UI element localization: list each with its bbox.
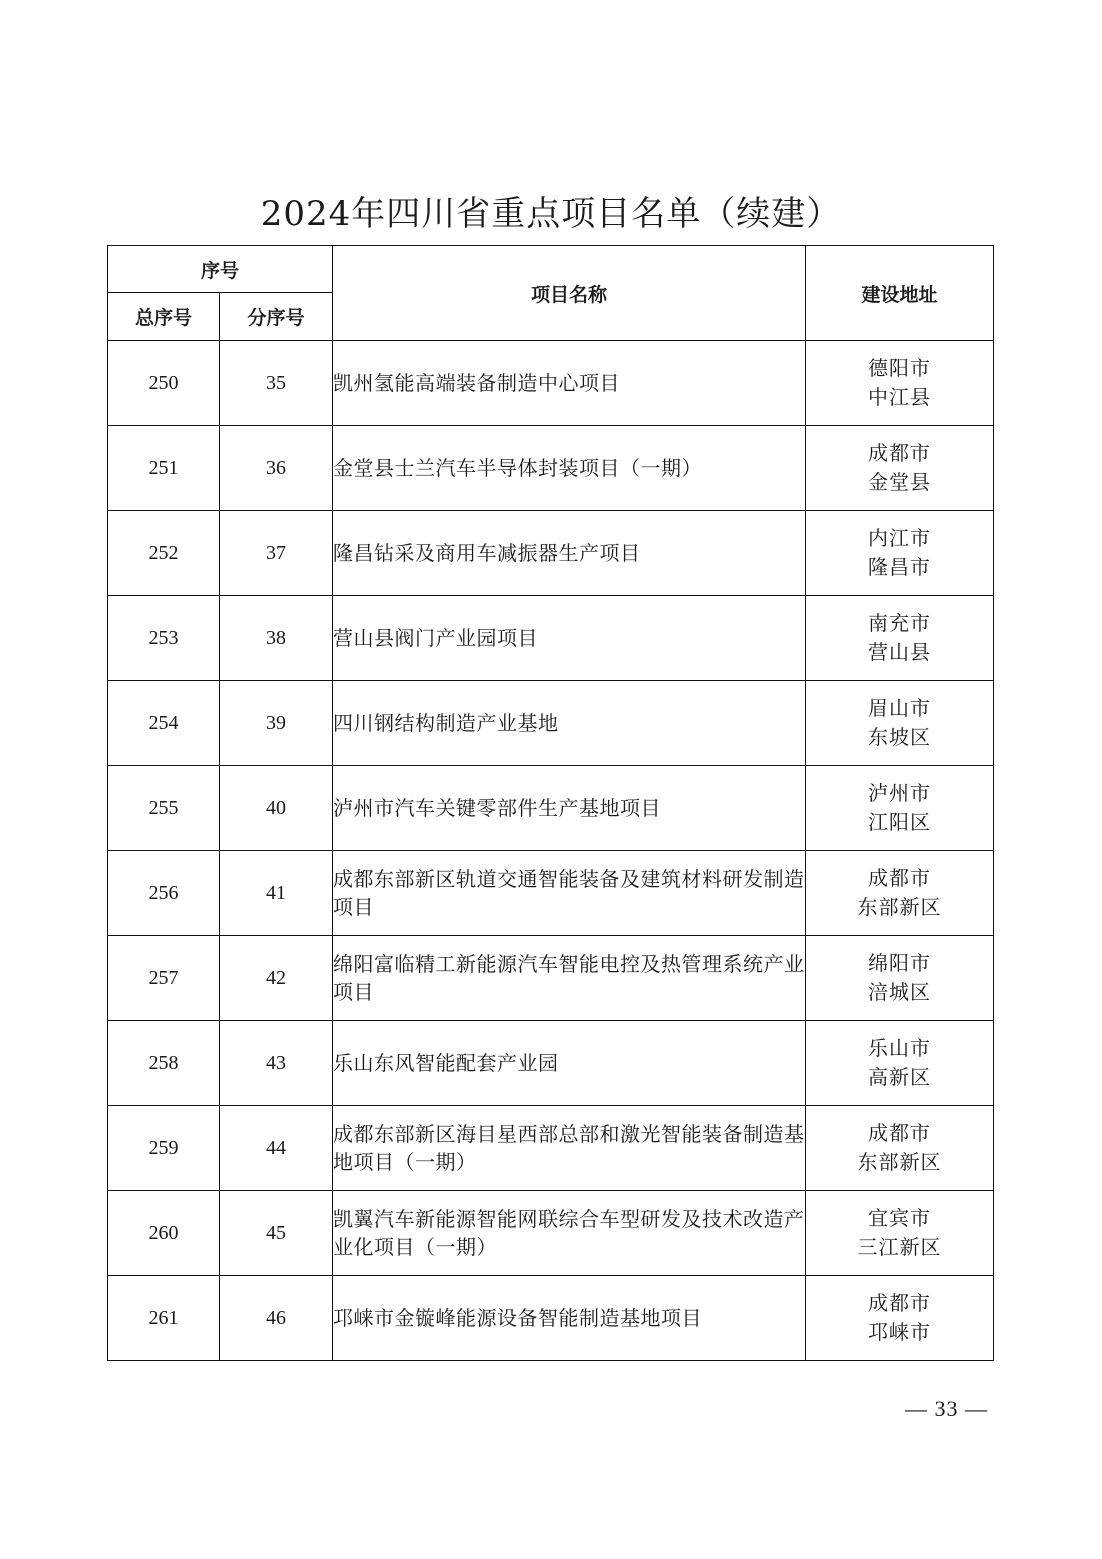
project-name-cell: 凯州氢能高端装备制造中心项目 <box>333 341 806 426</box>
table-row <box>108 766 994 851</box>
project-name-cell: 泸州市汽车关键零部件生产基地项目 <box>333 766 806 851</box>
location-city: 乐山市 <box>868 1036 932 1060</box>
location-district: 高新区 <box>868 1065 932 1089</box>
location-city: 德阳市 <box>868 356 932 380</box>
location-cell <box>806 1276 994 1361</box>
table-row <box>108 1276 994 1361</box>
table-row <box>108 681 994 766</box>
location-city: 成都市 <box>868 1291 932 1315</box>
sub-seq-cell: 36 <box>220 426 333 511</box>
location-district: 东坡区 <box>868 725 932 749</box>
project-name-cell: 邛崃市金镟峰能源设备智能制造基地项目 <box>333 1276 806 1361</box>
table-row <box>108 341 994 426</box>
sub-seq-cell: 42 <box>220 936 333 1021</box>
sub-seq-cell: 38 <box>220 596 333 681</box>
header-sub-seq: 分序号 <box>220 293 333 341</box>
table-row <box>108 1021 994 1106</box>
header-location: 建设地址 <box>806 246 994 341</box>
project-name-cell: 成都东部新区海目星西部总部和激光智能装备制造基地项目（一期） <box>333 1106 806 1191</box>
project-name-cell: 营山县阀门产业园项目 <box>333 596 806 681</box>
location-cell <box>806 1021 994 1106</box>
total-seq-cell: 253 <box>108 596 220 681</box>
total-seq-cell: 257 <box>108 936 220 1021</box>
location-city: 眉山市 <box>868 696 932 720</box>
sub-seq-cell: 35 <box>220 341 333 426</box>
total-seq-cell: 250 <box>108 341 220 426</box>
location-city: 宜宾市 <box>868 1206 932 1230</box>
sub-seq-cell: 43 <box>220 1021 333 1106</box>
total-seq-cell: 255 <box>108 766 220 851</box>
location-district: 金堂县 <box>868 470 932 494</box>
location-cell <box>806 1106 994 1191</box>
header-total-seq: 总序号 <box>108 293 220 341</box>
location-district: 营山县 <box>868 640 932 664</box>
location-district: 东部新区 <box>857 1150 942 1174</box>
sub-seq-cell: 46 <box>220 1276 333 1361</box>
sub-seq-cell: 44 <box>220 1106 333 1191</box>
location-city: 南充市 <box>868 611 932 635</box>
location-district: 涪城区 <box>868 980 932 1004</box>
header-seq-group: 序号 <box>108 246 333 293</box>
table-row <box>108 511 994 596</box>
table-row <box>108 1191 994 1276</box>
location-cell <box>806 851 994 936</box>
table-row <box>108 426 994 511</box>
total-seq-cell: 251 <box>108 426 220 511</box>
location-city: 成都市 <box>868 866 932 890</box>
project-name-cell: 成都东部新区轨道交通智能装备及建筑材料研发制造项目 <box>333 851 806 936</box>
location-cell <box>806 936 994 1021</box>
project-name-cell: 乐山东风智能配套产业园 <box>333 1021 806 1106</box>
location-district: 邛崃市 <box>868 1320 932 1344</box>
location-cell <box>806 511 994 596</box>
location-city: 泸州市 <box>868 781 932 805</box>
location-district: 隆昌市 <box>868 555 932 579</box>
project-table <box>107 245 994 1361</box>
total-seq-cell: 258 <box>108 1021 220 1106</box>
location-cell <box>806 1191 994 1276</box>
sub-seq-cell: 39 <box>220 681 333 766</box>
project-name-cell: 绵阳富临精工新能源汽车智能电控及热管理系统产业项目 <box>333 936 806 1021</box>
total-seq-cell: 260 <box>108 1191 220 1276</box>
location-district: 江阳区 <box>868 810 932 834</box>
sub-seq-cell: 40 <box>220 766 333 851</box>
sub-seq-cell: 41 <box>220 851 333 936</box>
sub-seq-cell: 37 <box>220 511 333 596</box>
table-row <box>108 851 994 936</box>
location-cell <box>806 426 994 511</box>
location-cell <box>806 681 994 766</box>
page-title: 2024年四川省重点项目名单（续建） <box>260 194 842 234</box>
location-district: 东部新区 <box>857 895 942 919</box>
location-district: 三江新区 <box>857 1235 942 1259</box>
location-city: 内江市 <box>868 526 932 550</box>
total-seq-cell: 259 <box>108 1106 220 1191</box>
table-row <box>108 596 994 681</box>
project-name-cell: 金堂县士兰汽车半导体封装项目（一期） <box>333 426 806 511</box>
table-row <box>108 1106 994 1191</box>
location-cell <box>806 596 994 681</box>
location-city: 成都市 <box>868 441 932 465</box>
total-seq-cell: 254 <box>108 681 220 766</box>
table-row <box>108 936 994 1021</box>
page-number: — 33 — <box>905 1396 988 1421</box>
location-district: 中江县 <box>868 385 932 409</box>
location-city: 成都市 <box>868 1121 932 1145</box>
total-seq-cell: 261 <box>108 1276 220 1361</box>
total-seq-cell: 256 <box>108 851 220 936</box>
project-name-cell: 凯翼汽车新能源智能网联综合车型研发及技术改造产业化项目（一期） <box>333 1191 806 1276</box>
location-city: 绵阳市 <box>868 951 932 975</box>
header-project-name: 项目名称 <box>333 246 806 341</box>
project-name-cell: 隆昌钻采及商用车减振器生产项目 <box>333 511 806 596</box>
location-cell <box>806 766 994 851</box>
sub-seq-cell: 45 <box>220 1191 333 1276</box>
location-cell <box>806 341 994 426</box>
project-name-cell: 四川钢结构制造产业基地 <box>333 681 806 766</box>
total-seq-cell: 252 <box>108 511 220 596</box>
